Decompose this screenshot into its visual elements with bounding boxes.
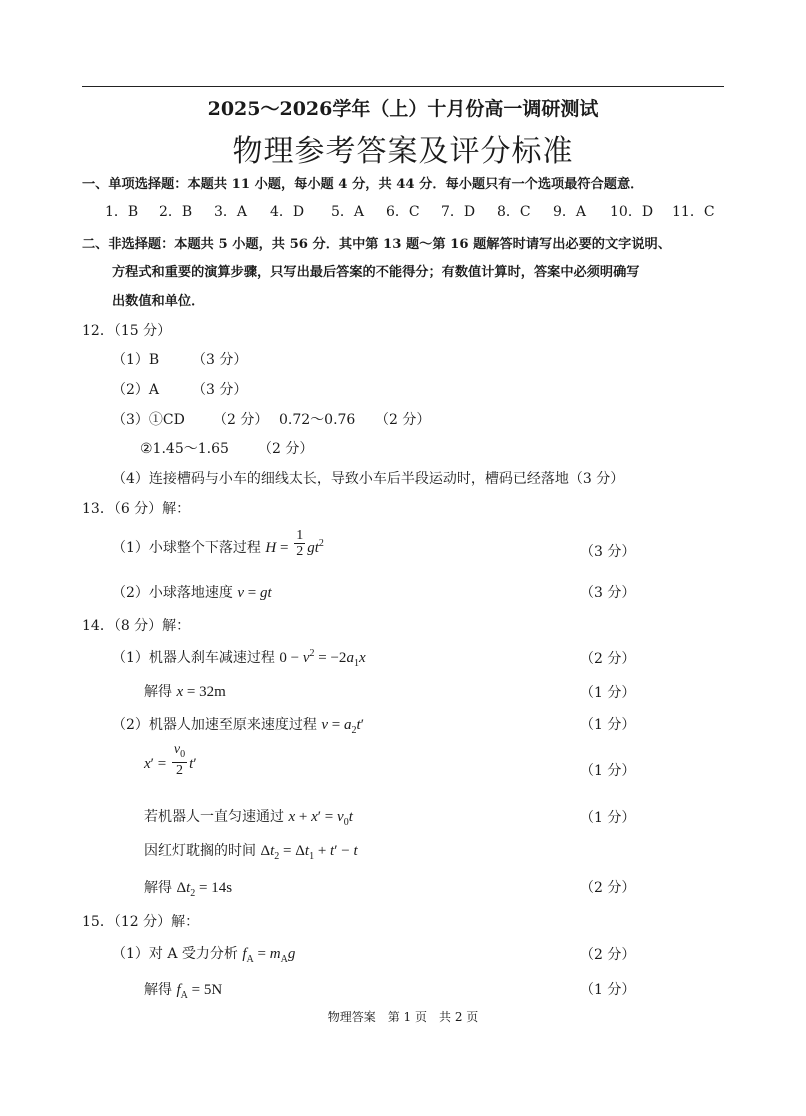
q14-step6	[144, 840, 358, 862]
q14-step5-formula: $x + x' = v_0t$	[288, 809, 353, 828]
q15-label: 15．（12 分）解：	[82, 914, 200, 930]
q13-step2-formula: v = gt	[237, 585, 272, 601]
q14-step6-formula: $\Delta t_2 = \Delta t_1 + t' - t$	[260, 843, 358, 862]
q14-step7-text: 解得	[144, 880, 172, 896]
section2-heading-line1: 二、非选择题：本题共 5 小题，共 56 分．其中第 13 题～第 16 题解答时请写出必要的文字说明、	[82, 237, 671, 252]
q13-step1-formula: H = $\frac{1}{2}$ $gt^2$	[265, 528, 324, 560]
section2-heading-line2: 方程式和重要的演算步骤，只写出最后答案的不能得分；有数值计算时，答案中必须明确写	[112, 265, 640, 280]
q15-step1-formula: $f_A = m_Ag$	[242, 946, 296, 965]
mcq-answer: 6．C	[386, 204, 420, 220]
mcq-answer: 8．C	[497, 204, 531, 220]
q12-part2-answer: （2）A	[112, 382, 160, 398]
q14-step2-score: （1 分）	[580, 685, 636, 701]
q14-step1-score: （2 分）	[580, 651, 636, 667]
q13-step1	[112, 528, 324, 560]
q14-step4	[144, 742, 197, 778]
mcq-answer: 9．A	[553, 204, 587, 220]
q12-part2-score: （3 分）	[192, 382, 248, 398]
q14-step3-formula: $v = a_2t'$	[321, 717, 364, 736]
q13-step2-text: （2）小球落地速度	[112, 585, 233, 601]
q12-part1-score: （3 分）	[192, 352, 248, 368]
q15-step1-text: （1）对 A 受力分析	[112, 946, 238, 962]
q14-step1-formula: $0 - v^2 = -2a_1x$	[279, 648, 366, 669]
q12-part3a-answer: （3）①CD	[112, 412, 185, 428]
mcq-answer: 4．D	[270, 204, 305, 220]
q14-step7-formula: $\Delta t_2 = 14s$	[176, 880, 233, 899]
q15-step2-score: （1 分）	[580, 982, 636, 998]
q13-step2	[112, 582, 272, 602]
section1-heading: 一、单项选择题：本题共 11 小题，每小题 4 分，共 44 分．每小题只有一个选项最符合题意．	[82, 177, 644, 192]
page-footer: 物理答案 第 1 页 共 2 页	[327, 1010, 479, 1024]
q14-step5-text: 若机器人一直匀速通过	[144, 809, 284, 825]
mcq-answer: 10．D	[610, 204, 654, 220]
mcq-answer: 7．D	[441, 204, 476, 220]
mcq-answer: 11．C	[672, 204, 715, 220]
q14-step2	[144, 681, 226, 701]
q13-label: 13．（6 分）解：	[82, 501, 191, 517]
mcq-answer: 5．A	[331, 204, 365, 220]
q14-step2-formula: x = 32m	[176, 684, 226, 700]
q14-step3	[112, 714, 364, 736]
q14-step3-text: （2）机器人加速至原来速度过程	[112, 717, 317, 733]
header-rule	[82, 86, 724, 87]
q12-part3c-answer: ②1.45～1.65	[140, 441, 229, 457]
q15-step2	[144, 979, 222, 1001]
q14-step2-text: 解得	[144, 684, 172, 700]
mcq-answer: 3．A	[214, 204, 248, 220]
q12-label: 12．（15 分）	[82, 323, 172, 339]
document-title: 物理参考答案及评分标准	[232, 134, 574, 169]
q14-step3-score: （1 分）	[580, 717, 636, 733]
q14-step7-score: （2 分）	[580, 880, 636, 896]
q14-step1-text: （1）机器人刹车减速过程	[112, 650, 275, 666]
q15-step2-formula: $f_A = 5N$	[176, 982, 223, 1001]
q14-step1	[112, 647, 366, 669]
q14-step6-text: 因红灯耽搁的时间	[144, 843, 256, 859]
q14-step5-score: （1 分）	[580, 810, 636, 826]
mcq-answer: 2．B	[159, 204, 193, 220]
mcq-answer: 1．B	[105, 204, 139, 220]
q12-part4-answer: （4）连接槽码与小车的细线太长，导致小车后半段运动时，槽码已经落地（3 分）	[112, 471, 625, 487]
q15-step2-text: 解得	[144, 982, 172, 998]
q12-part3a-score: （2 分）	[213, 412, 269, 428]
q14-label: 14．（8 分）解：	[82, 618, 191, 634]
exam-title: 2025～2026学年（上）十月份高一调研测试	[207, 98, 599, 120]
q15-step1	[112, 943, 295, 965]
q15-step1-score: （2 分）	[580, 947, 636, 963]
q12-part3b-answer: 0.72～0.76	[279, 412, 356, 428]
q13-step1-text: （1）小球整个下落过程	[112, 540, 261, 556]
q13-step2-score: （3 分）	[580, 585, 636, 601]
q12-part3c-score: （2 分）	[258, 441, 314, 457]
q13-step1-score: （3 分）	[580, 544, 636, 560]
q14-step4-formula: x′ = $\frac{v_0}{2}$ t′	[144, 742, 197, 778]
section2-heading-line3: 出数值和单位．	[112, 294, 205, 309]
q14-step5	[144, 806, 353, 828]
q14-step4-score: （1 分）	[580, 763, 636, 779]
q14-step7	[144, 877, 232, 899]
q12-part1-answer: （1）B	[112, 352, 160, 368]
q12-part3b-score: （2 分）	[375, 412, 431, 428]
